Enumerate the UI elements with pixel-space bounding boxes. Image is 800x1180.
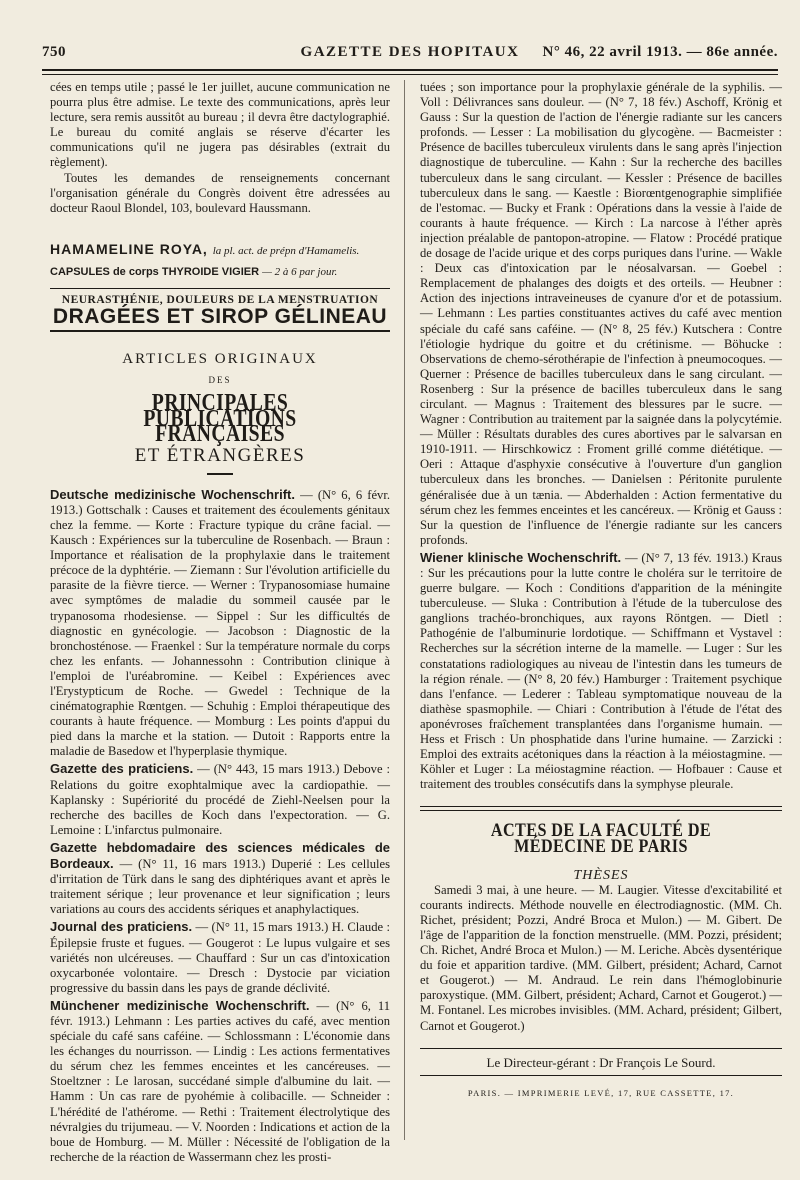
entry-deutsche-text: — (N° 6, 6 févr. 1913.) Gottschalk : Causes et traitement des écoulements génitaux chez la femme. — Korte : Fracture typique du crâne facial. — Kausch : Expériences sur la tuberculine de Rosenbach. — Braun : Importance et réalisation de la prophylaxie dans le traitement précoce de la dyphtérie. — Ziemann : Sur l'évolution artificielle du parasite de la fièvre tierce. — Werner : Trypanosomiase humaine avec symptômes de maladie du sommeil causée par le trypanosoma rhodesiense. — Sippel : Sur les difficultés de diagnostic en gynécologie. — Jacobson : Diagnostic de la bronchosténose. — Fraenkel : Sur la température normale du corps chez les enfants. — Johannessohn : Contribution clinique à l'emploi de l'uréabromine. — Keibel : Expériences avec l'Erystypticum de Roche. — Gwedel : Technique de la cinématographie Rœntgen. — Schuhig : Emploi thérapeutique des courants à haute fréquence. — Momburg : Les points d'appui du pied dans la marche et la station. — Dutoit : Rapports entre la maladie de Basedow et l'hyperplasie thymique. [50, 487, 390, 759]
intro-paragraph-2: Toutes les demandes de renseignements concernant l'organisation générale du Congrès doivent être adressées au docteur Raoul Blondel, 103, boulevard Haussmann. [50, 170, 390, 215]
entry-deutsche-title: Deutsche medizinische Wochenschrift. [50, 486, 295, 502]
right-column [420, 80, 782, 1101]
advert-capsules [50, 265, 390, 280]
advert-capsules-dose: — 2 à 6 par jour. [262, 265, 338, 278]
entry-praticiens-text: — (N° 443, 15 mars 1913.) Debove : Relations du goitre exophtalmique avec la cardiopathie. — Kaplansky : Supériorité du procédé de Ziehl-Neelsen pour la recherche des bacilles de Koch dans l'expectoration. — G. Lemoine : L'infarctus pulmonaire. [50, 762, 390, 837]
entry-munchener-title: Münchener medizinische Wochenschrift. [50, 997, 310, 1013]
column-divider [404, 80, 405, 1140]
entry-wiener [420, 550, 782, 793]
journal-title: GAZETTE DES HOPITAUX [300, 44, 520, 60]
advert-dragees: DRAGÉES ET SIROP GÉLINEAU [52, 305, 388, 329]
entry-bordeaux-text: — (N° 11, 16 mars 1913.) Duperié : Les cellules d'irritation de Türk dans le sang des diphtériques avant et après le traitement sérique ; leur provenance et leur signification ; leurs variations au cours des accidents sériques et anaphylactiques. [50, 857, 390, 917]
faculte-rule-top-2 [420, 810, 782, 811]
entry-wiener-text: — (N° 7, 13 fév. 1913.) Kraus : Sur les précautions pour la lutte contre le choléra sur le territoire de guerre bulgare. — Koch : Conditions d'apparition de la méningite tuberculeuse. — Sluka : Contribution à l'étude de la tuberculose des ganglions trachéo-bronchiques, aux rayons Röntgen. — Dietl : Pathogénie de l'albuminurie lordotique. — Schiffmann et Vystavel : Recherches sur la sécrétion interne de la mamelle. — Luger : Sur les constatations radiologiques au niveau de l'intestin dans les tumeurs de la région rénale. — (N° 8, 20 fév.) Hamburger : Traitement psychique dans l'enfance. — Lederer : Tableau symptomatique nouveau de la diathèse spasmophile. — Chiari : Contribution à l'étude de l'état des aponévroses fraîchement transplantées dans l'organisme humain. — Hess et Frisch : Un phosphatide dans l'urine humaine. — Zarzicki : Emploi des extraits acétoniques dans la réaction à la méiostagmine. — Köhler et Luger : La méiostagmine réaction. — Hofbauer : Cause et traitement des troubles consécutifs dans la symphyse pleurale. [420, 550, 782, 792]
advert-hamameline-name: HAMAMELINE ROYA, [50, 240, 208, 257]
entry-praticiens [50, 761, 390, 837]
entry-deutsche [50, 487, 390, 760]
entry-bordeaux-title: Gazette hebdomadaire des sciences médicales de Bordeaux. [50, 839, 390, 872]
section-rule [207, 473, 233, 475]
advert-hamameline [50, 242, 390, 259]
entry-praticiens-title: Gazette des praticiens. [50, 761, 194, 777]
entry-munchener-text: — (N° 6, 11 févr. 1913.) Lehmann : Les parties actives du café, avec mention spéciale du café sans caféine. — Schlossmann : L'économie dans les échanges du nourrisson. — Lindig : Les actions fermentatives du sérum chez les femmes enceintes et les cancéreuses. — Stoeltzner : Le larosan, succédané simple d'albumine du lait. — Hamm : Un cas rare de pyohémie à colibacille. — Schneider : L'hérédité de l'athérome. — Rethi : Traitement électrolytique des névralgies du trijumeau. — V. Noorden : Indications et action de la boue de Homburg. — M. Müller : Nécessité de l'obligation de la recherche de la réaction de Wassermann chez les prosti- [50, 998, 390, 1164]
theses-text: Samedi 3 mai, à une heure. — M. Laugier. Vitesse d'excitabilité et courants indirects. Méthode nouvelle en électrodiagnostic. (MM. Ch. Richet, président; Pozzi, André Broca et Mulon.) — M. Gibert. De l'âge de l'apparition de la fonction menstruelle. (MM. Pozzi, président; Ch. Richet, André Broca et Mulon.) — M. Leriche. Abcès dysentérique du foie et apparition tardive. (MM. Gilbert, président; Achard, Carnot et Gougerot.) — M. Andraud. Le rein dans l'hémoglobinurie paroxystique. (MM. Gilbert, président; Achard, Carnot et Gougerot.) — M. Fontanel. Les microbes invisibles. (MM. Achard, président; Gilbert, Carnot et Gougerot.) [420, 882, 782, 1033]
section-heading-3: PRINCIPALES PUBLICATIONS FRANÇAISES [143, 390, 297, 447]
entry-journal-text: — (N° 11, 15 mars 1913.) H. Claude : Épilepsie fruste et fugues. — Gougerot : Le lupus vulgaire et ses variétés non ulcéreuses. — Chauffard : Sur un cas d'intoxication oxycarbonée volontaire. — Dresch : Dystocie par viciation progressive du bassin dans les pays de grande déclivité. [50, 920, 390, 995]
faculte-rule-top [420, 806, 782, 807]
advert-capsules-name: CAPSULES de corps THYROIDE VIGIER [50, 265, 260, 278]
header-rule-thin [42, 74, 778, 75]
page-header [42, 44, 778, 66]
left-column [50, 80, 390, 1165]
faculte-heading: ACTES DE LA FACULTÉ DE MÉDECINE DE PARIS [490, 820, 712, 857]
directeur-gerant: Le Directeur-gérant : Dr François Le Sourd. [420, 1048, 782, 1076]
section-heading-2: DES [208, 375, 232, 386]
theses-heading: THÈSES [573, 867, 629, 883]
header-rule [42, 69, 778, 71]
advert-rule [50, 288, 390, 289]
entry-bordeaux [50, 840, 390, 917]
section-heading-1: ARTICLES ORIGINAUX [122, 351, 318, 368]
imprimerie: PARIS. — IMPRIMERIE LEVÉ, 17, RUE CASSETTE, 17. [467, 1087, 735, 1098]
section-heading-4: ET ÉTRANGÈRES [134, 444, 306, 466]
advert-rule-bottom [50, 330, 390, 332]
entry-munchener [50, 998, 390, 1165]
advert-hamameline-desc: la pl. act. de prépn d'Hamamelis. [212, 244, 360, 257]
entry-journal [50, 919, 390, 995]
advert-neurasthenie: NEURASTHÉNIE, DOULEURS DE LA MENSTRUATION [61, 294, 379, 307]
entry-journal-title: Journal des praticiens. [50, 919, 193, 935]
issue-info: N° 46, 22 avril 1913. — 86e année. [542, 44, 778, 60]
entry-wiener-title: Wiener klinische Wochenschrift. [420, 549, 622, 565]
intro-paragraph-1: cées en temps utile ; passé le 1er juillet, aucune communication ne pourra plus être admise. Le texte des communications, après leur lecture, sera remis aussitôt au bureau ; il devra être dactylographié. Le bureau du comité anglais se réserve d'écarter les communications qu'il ne jugera pas désirables (extrait du règlement). [50, 80, 390, 170]
page-number: 750 [42, 44, 66, 60]
munchener-continuation: tuées ; son importance pour la prophylaxie générale de la syphilis. — Voll : Délivrances sans douleur. — (N° 7, 18 fév.) Aschoff, Krönig et Gauss : Sur la question de l'action de l'énergie radiante sur les cancers profonds. — Lesser : La mobilisation du glycogène. — Bacmeister : Présence de bacilles tuberculeux virulents dans le sang après l'injection diagnostique de tuberculine. — Kahn : Sur la recherche des bacilles tuberculeux dans le sang circulant. — Kessler : Présence de bacilles tuberculeux dans le sang. — Kaestle : Biorœntgenographie simplifiée de l'estomac. — Bucky et Frank : Opérations dans la vessie à l'aide de courants à haute fréquence. — Kirch : La narcose à l'éther après injection préalable de pantopon-atropine. — Flatow : Procédé pratique de dosage de l'acide urique et des corps puriques dans l'urine. — Wakle : Deux cas d'intoxication par le néosalvarsan. — Goebel : Remplacement de phalanges des doigts et des orteils. — Heubner : Action des injections intraveineuses de cyanure d'or et de potassium. — Lehmann : Les parties constituantes actives du café avec mention spéciale du café sans caféine. — (N° 8, 25 fév.) Kutschera : Contre l'étiologie hydrique du goitre et du crétinisme. — Böhucke : Observations de chemo-sérothérapie de l'infection à pneumocoques. — Querner : Présence de bacilles tuberculeux dans le sang circulant. — Rosenberg : Sur la présence de bacilles tuberculeux dans le sang circulant. — Magnus : Traitement des blessures par le sucre. — Wagner : Contribution au traitement par la saignée dans la polycytémie. — Müller : Résultats durables des cures abortives par le salvarsan en 1910-1911. — Hirschkowicz : Froment grillé comme diététique. — Oeri : Attaque d'asphyxie consécutive à l'ouverture d'un ganglion tuberculeux dans les bronches. — Danielsen : Péritonite purulente généralisée due à un tænia. — Abderhalden : Action fermentative du sérum chez les femmes enceintes et les cancéreux. — Krönig et Gauss : Sur la question de l'influence de l'énergie radiante sur les cancers profonds. [420, 80, 782, 547]
